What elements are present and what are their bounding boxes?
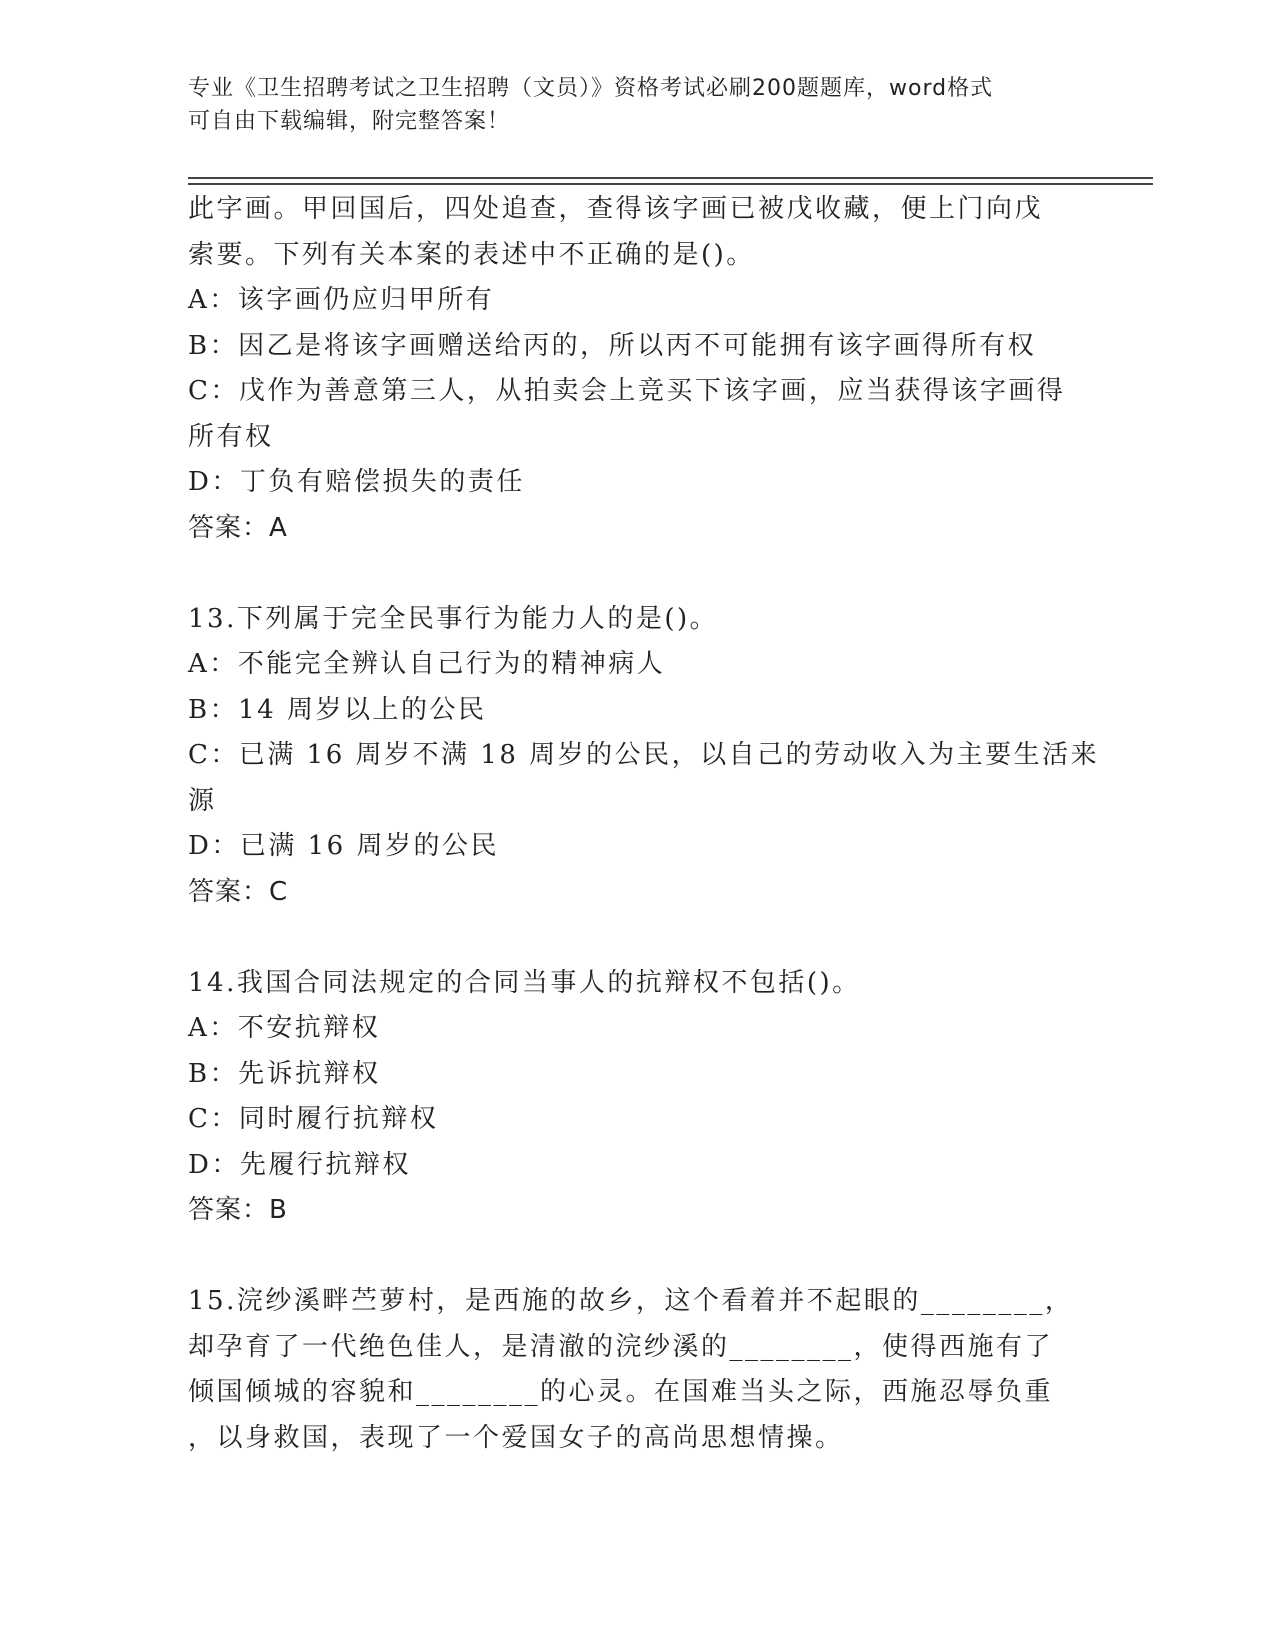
answer-label: 答案：C — [188, 876, 289, 907]
option-b: B：14 周岁以上的公民 — [188, 694, 487, 725]
header-line-2: 可自由下载编辑，附完整答案！ — [188, 109, 511, 134]
option-d: D：丁负有赔偿损失的责任 — [188, 467, 525, 497]
option-c: 所有权 — [188, 421, 274, 452]
option-b: B：先诉抗辩权 — [188, 1058, 381, 1089]
header-line-1: 专业《卫生招聘考试之卫生招聘（文员）》资格考试必刷200题题库，word格式 — [188, 76, 994, 101]
question-stem: 13.下列属于完全民事行为能力人的是()。 — [188, 603, 719, 634]
answer-label: 答案：A — [188, 512, 288, 543]
question-15 — [188, 1279, 1074, 1461]
header-divider-top — [188, 177, 1153, 179]
option-a: A：不安抗辩权 — [188, 1013, 381, 1043]
question-stem: 却孕育了一代绝色佳人，是清澈的浣纱溪的________，使得西施有了 — [188, 1331, 1054, 1362]
option-c: 源 — [188, 785, 217, 816]
option-c: C：戊作为善意第三人，从拍卖会上竞买下该字画，应当获得该字画得 — [188, 376, 1066, 406]
question-12 — [188, 187, 1068, 551]
document-header — [188, 72, 1088, 138]
question-stem: 14.我国合同法规定的合同当事人的抗辩权不包括()。 — [188, 967, 861, 998]
option-a: A：该字画仍应归甲所有 — [188, 285, 495, 315]
option-a: A：不能完全辨认自己行为的精神病人 — [188, 649, 666, 679]
spacer — [188, 915, 1068, 961]
document-body — [188, 187, 1100, 1461]
question-stem: ，以身救国，表现了一个爱国女子的高尚思想情操。 — [188, 1422, 844, 1453]
question-stem: 倾国倾城的容貌和________的心灵。在国难当头之际，西施忍辱负重 — [188, 1377, 1054, 1407]
question-stem: 索要。下列有关本案的表述中不正确的是()。 — [188, 239, 755, 270]
question-14 — [188, 961, 1068, 1234]
question-stem: 15.浣纱溪畔苎萝村，是西施的故乡，这个看着并不起眼的________， — [188, 1286, 1074, 1316]
option-c: C：同时履行抗辩权 — [188, 1104, 439, 1134]
option-b: B：因乙是将该字画赠送给丙的，所以丙不可能拥有该字画得所有权 — [188, 330, 1037, 361]
question-13 — [188, 597, 1100, 916]
option-d: D：已满 16 周岁的公民 — [188, 831, 499, 861]
option-d: D：先履行抗辩权 — [188, 1149, 411, 1180]
spacer — [188, 551, 1068, 597]
answer-label: 答案：B — [188, 1195, 288, 1225]
question-stem: 此字画。甲回国后，四处追查，查得该字画已被戊收藏，便上门向戊 — [188, 194, 1044, 224]
option-c: C：已满 16 周岁不满 18 周岁的公民，以自己的劳动收入为主要生活来 — [188, 740, 1100, 770]
spacer — [188, 1234, 1068, 1280]
header-divider-bottom — [188, 183, 1153, 185]
